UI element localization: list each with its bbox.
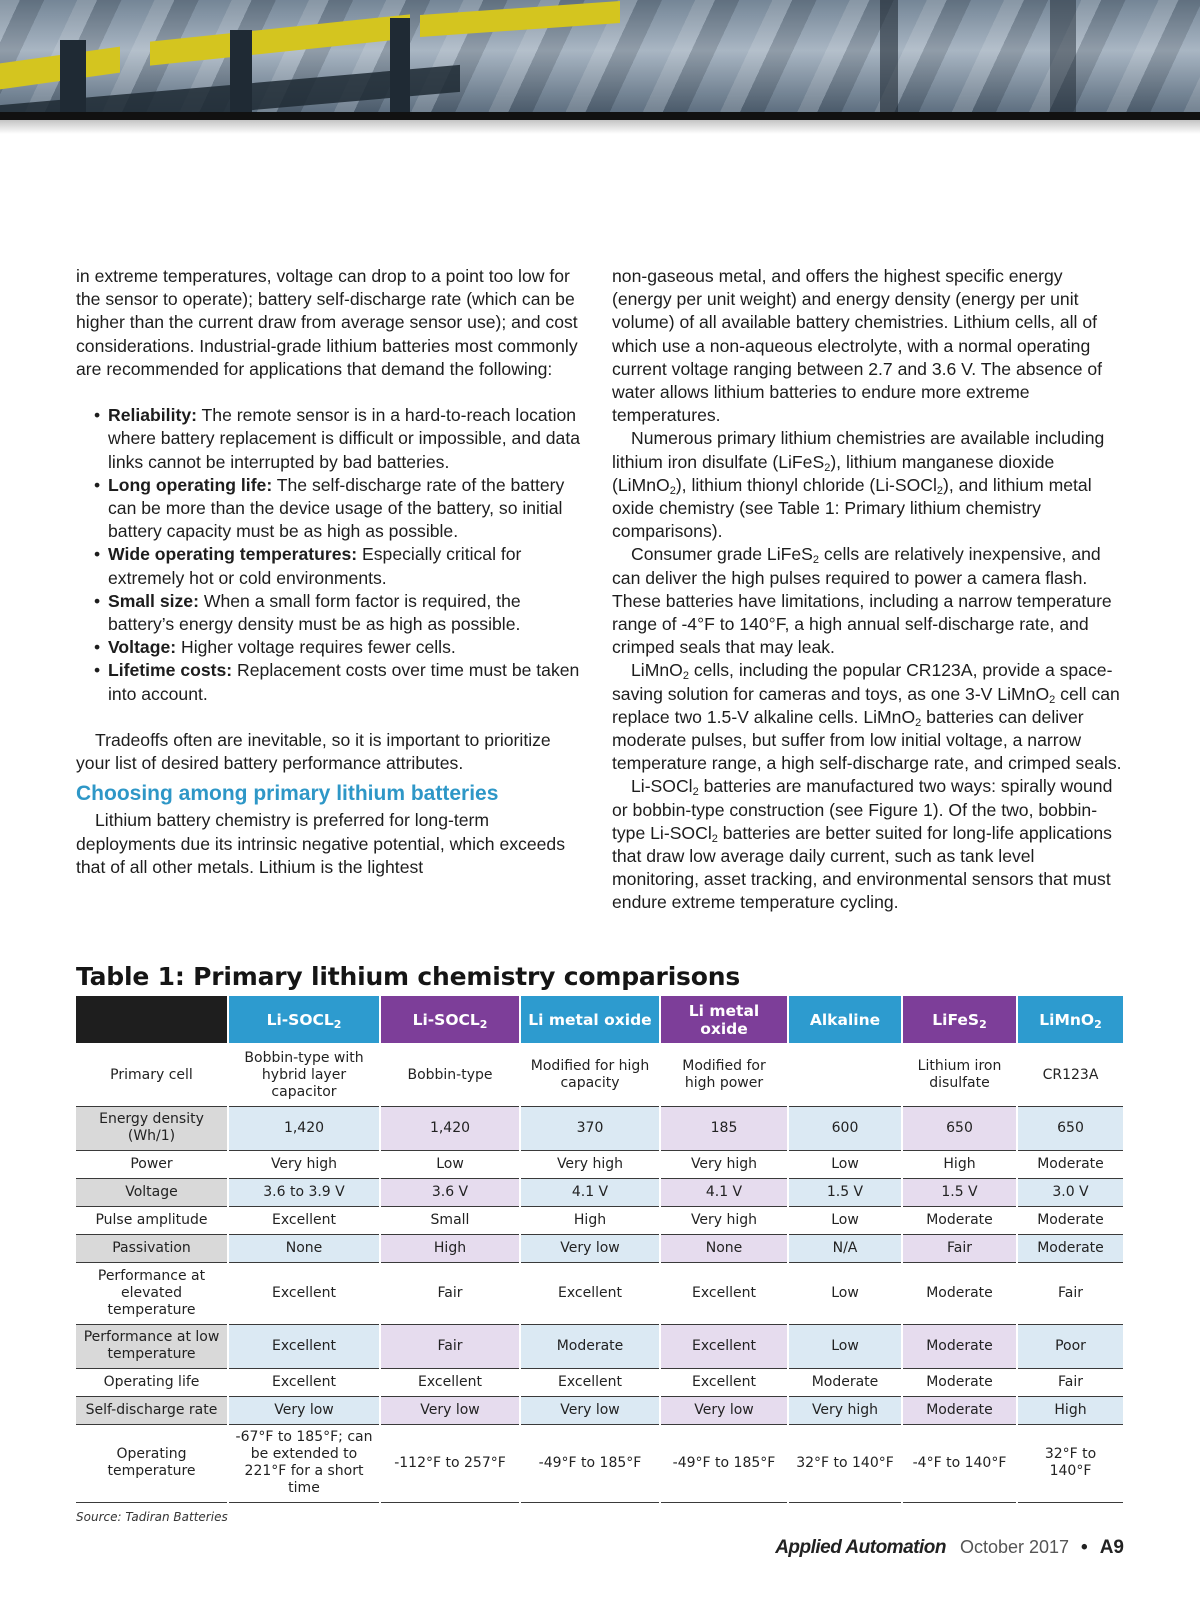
bullet-term: Voltage: xyxy=(108,637,177,658)
table-cell: Very low xyxy=(660,1396,788,1424)
table-row xyxy=(76,1234,1124,1262)
column-header xyxy=(520,996,660,1044)
table-cell: Moderate xyxy=(902,1368,1017,1396)
bullet-text: When a small form factor is required, the battery’s energy density must be as high as possible. xyxy=(108,590,521,635)
banner-rule xyxy=(0,112,1200,120)
header-photo-banner xyxy=(0,0,1200,112)
header-text: Alkaline xyxy=(809,1010,881,1029)
column-header xyxy=(228,996,380,1044)
table-cell: 1.5 V xyxy=(902,1178,1017,1206)
paragraph-gap xyxy=(76,706,588,729)
table-cell: Excellent xyxy=(660,1368,788,1396)
table-cell: Poor xyxy=(1017,1324,1124,1368)
text-run: batteries are better suited for long-life applications that draw low average daily current, such as tank level monitoring, asset tracking, and environmental sensors that must endure extreme temperature cycling. xyxy=(612,822,1112,913)
list-item xyxy=(108,636,588,659)
table-cell: Low xyxy=(788,1262,902,1324)
table-cell: Moderate xyxy=(1017,1234,1124,1262)
header-text: Li metal oxide xyxy=(688,1001,760,1038)
bullet-term: Lifetime costs: xyxy=(108,660,233,681)
subscript: 2 xyxy=(479,1017,488,1031)
subscript: 2 xyxy=(682,670,689,683)
publication-name: Applied Automation xyxy=(775,1537,946,1558)
table-cell: Excellent xyxy=(660,1324,788,1368)
row-label: Passivation xyxy=(76,1234,228,1262)
table-cell: Excellent xyxy=(228,1262,380,1324)
subscript: 2 xyxy=(1049,693,1056,706)
requirements-list xyxy=(76,404,588,706)
section-heading: Choosing among primary lithium batteries xyxy=(76,782,499,806)
table-cell: None xyxy=(660,1234,788,1262)
subscript: 2 xyxy=(692,786,699,799)
table-cell: Bobbin-type with hybrid layer capacitor xyxy=(228,1044,380,1106)
row-label: Power xyxy=(76,1150,228,1178)
row-label: Performance at low temperature xyxy=(76,1324,228,1368)
table-cell: Excellent xyxy=(228,1324,380,1368)
subscript: 2 xyxy=(979,1017,987,1031)
subscript: 2 xyxy=(333,1017,342,1031)
table-cell: 3.6 to 3.9 V xyxy=(228,1178,380,1206)
table-cell: Modified for high capacity xyxy=(520,1044,660,1106)
bullet-text: The remote sensor is in a hard-to-reach location where battery replacement is difficult or impossible, and data links cannot be interrupted by bad batteries. xyxy=(108,405,581,472)
table-cell: Moderate xyxy=(1017,1206,1124,1234)
column-header xyxy=(902,996,1017,1044)
table-cell: 650 xyxy=(902,1106,1017,1150)
table-source: Source: Tadiran Batteries xyxy=(76,1510,228,1524)
table-cell: Excellent xyxy=(228,1206,380,1234)
bullet-text: Especially critical for extremely hot or cold environments. xyxy=(108,544,522,588)
table-header-row xyxy=(76,996,1124,1044)
table-cell: Very low xyxy=(520,1234,660,1262)
table-cell: Fair xyxy=(902,1234,1017,1262)
table-cell xyxy=(788,1044,902,1106)
table-cell: Fair xyxy=(380,1324,520,1368)
header-text: LiFeS xyxy=(932,1010,980,1029)
text-run: Li-SOCl xyxy=(631,776,693,797)
table-body xyxy=(76,1044,1124,1502)
table-row xyxy=(76,1424,1124,1502)
table-cell: 4.1 V xyxy=(520,1178,660,1206)
table-cell: 32°F to 140°F xyxy=(788,1424,902,1502)
table-row xyxy=(76,1178,1124,1206)
table-row xyxy=(76,1324,1124,1368)
subscript: 2 xyxy=(936,484,943,497)
bullet-term: Long operating life: xyxy=(108,474,273,495)
table-cell: 650 xyxy=(1017,1106,1124,1150)
row-label: Operating life xyxy=(76,1368,228,1396)
text-run: cells are relatively inexpensive, and can deliver the high pulses required to power a camera flash. These batteries have limitations, including a narrow temperature range of -4°F to 140°F, a high annual self-discharge rate, and crimped seals that may leak. xyxy=(612,544,1112,658)
table-cell: Excellent xyxy=(660,1262,788,1324)
table-row xyxy=(76,1368,1124,1396)
table-cell: Moderate xyxy=(902,1324,1017,1368)
table-cell: CR123A xyxy=(1017,1044,1124,1106)
table-cell: Very high xyxy=(520,1150,660,1178)
text-run: cells, including the popular CR123A, provide a space-saving solution for cameras and toys, as one 3-V LiMnO xyxy=(612,660,1113,704)
table-cell: Very low xyxy=(520,1396,660,1424)
table-cell: 600 xyxy=(788,1106,902,1150)
right-column xyxy=(612,265,1124,915)
table-cell: Lithium iron disulfate xyxy=(902,1044,1017,1106)
table-cell: Moderate xyxy=(520,1324,660,1368)
bullet-term: Reliability: xyxy=(108,405,197,426)
table-title: Table 1: Primary lithium chemistry comparisons xyxy=(76,962,740,991)
table-row xyxy=(76,1106,1124,1150)
table-cell: -112°F to 257°F xyxy=(380,1424,520,1502)
table-cell: Low xyxy=(380,1150,520,1178)
text-run: batteries can deliver moderate pulses, but suffer from low initial voltage, a narrow temperature range, a high self-discharge rate, and crimped seals. xyxy=(612,706,1122,774)
table-cell: Very low xyxy=(380,1396,520,1424)
row-label: Primary cell xyxy=(76,1044,228,1106)
bullet-term: Small size: xyxy=(108,590,199,611)
list-item xyxy=(108,404,588,474)
row-label: Energy density (Wh/1) xyxy=(76,1106,228,1150)
column-header xyxy=(1017,996,1124,1044)
header-text: LiMnO xyxy=(1039,1010,1095,1029)
list-item xyxy=(108,659,588,705)
table-cell: Excellent xyxy=(380,1368,520,1396)
table-cell: 4.1 V xyxy=(660,1178,788,1206)
table-cell: Very high xyxy=(788,1396,902,1424)
text-run: ), and lithium metal oxide chemistry (see Table 1: Primary lithium chemistry comparisons). xyxy=(612,474,1092,542)
text-run: LiMnO xyxy=(631,660,683,681)
banner-machine-part xyxy=(880,0,898,112)
comparison-table xyxy=(76,996,1125,1503)
table-cell: Very low xyxy=(228,1396,380,1424)
banner-rule-shadow xyxy=(0,120,1200,134)
list-item xyxy=(108,474,588,544)
bullet-text: The self-discharge rate of the battery can be more than the device usage of the battery, so initial battery capacity must be as high as possible. xyxy=(108,474,565,542)
table-cell: Bobbin-type xyxy=(380,1044,520,1106)
table-cell: High xyxy=(1017,1396,1124,1424)
table-row xyxy=(76,1396,1124,1424)
table-cell: -67°F to 185°F; can be extended to 221°F for a short time xyxy=(228,1424,380,1502)
bullet-text: Replacement costs over time must be taken into account. xyxy=(108,660,580,704)
table-corner-cell xyxy=(76,996,228,1044)
table-cell: Very high xyxy=(660,1150,788,1178)
limno2-paragraph xyxy=(612,659,1124,775)
table-cell: Moderate xyxy=(1017,1150,1124,1178)
table-cell: 370 xyxy=(520,1106,660,1150)
table-cell: 3.6 V xyxy=(380,1178,520,1206)
subscript: 2 xyxy=(824,461,831,474)
table-row xyxy=(76,1262,1124,1324)
page-footer xyxy=(775,1537,1124,1559)
text-run: ), lithium manganese dioxide (LiMnO xyxy=(612,451,1055,495)
table-row xyxy=(76,1150,1124,1178)
list-item xyxy=(108,590,588,636)
table-cell: 32°F to 140°F xyxy=(1017,1424,1124,1502)
issue-date: October 2017 xyxy=(959,1537,1070,1557)
column-header xyxy=(788,996,902,1044)
row-label: Pulse amplitude xyxy=(76,1206,228,1234)
table-cell: Moderate xyxy=(902,1206,1017,1234)
table-cell: 185 xyxy=(660,1106,788,1150)
table-cell: Very high xyxy=(660,1206,788,1234)
table-cell: Low xyxy=(788,1150,902,1178)
table-cell: High xyxy=(380,1234,520,1262)
table-cell: High xyxy=(902,1150,1017,1178)
table-row xyxy=(76,1044,1124,1106)
subscript: 2 xyxy=(812,554,820,567)
text-run: batteries are manufactured two ways: spirally wound or bobbin-type construction (see Figure 1). Of the two, bobbin-type Li-SOCl xyxy=(612,776,1113,843)
lifes2-paragraph xyxy=(612,543,1124,659)
table-cell: None xyxy=(228,1234,380,1262)
table-cell: Modified for high power xyxy=(660,1044,788,1106)
table-cell: Moderate xyxy=(902,1396,1017,1424)
page-number: A9 xyxy=(1099,1537,1124,1558)
continued-paragraph: non-gaseous metal, and offers the highest specific energy (energy per unit weight) and energy density (energy per unit volume) of all available battery chemistries. Lithium cells, all of which use a non-aqueous electrolyte, with a normal operating current voltage ranging between 2.7 and 3.6 V. The absence of water allows lithium batteries to endure more extreme temperatures. xyxy=(612,266,1103,426)
text-run: Consumer grade LiFeS xyxy=(631,544,813,565)
table-cell: 3.0 V xyxy=(1017,1178,1124,1206)
table-row xyxy=(76,1206,1124,1234)
text-run: cell can replace two 1.5-V alkaline cells. LiMnO xyxy=(612,683,1120,727)
table-cell: -4°F to 140°F xyxy=(902,1424,1017,1502)
table-cell: Small xyxy=(380,1206,520,1234)
table-cell: High xyxy=(520,1206,660,1234)
header-text: Li-SOCL xyxy=(412,1010,480,1029)
row-label: Voltage xyxy=(76,1178,228,1206)
table-cell: Excellent xyxy=(520,1368,660,1396)
table-cell: Excellent xyxy=(228,1368,380,1396)
banner-machine-part xyxy=(230,30,252,112)
lisocl2-paragraph xyxy=(612,775,1124,914)
table-cell: Fair xyxy=(1017,1368,1124,1396)
chemistries-paragraph xyxy=(612,427,1124,543)
list-item xyxy=(108,543,588,589)
bullet-text: Higher voltage requires fewer cells. xyxy=(176,637,456,658)
subscript: 2 xyxy=(711,832,718,845)
subscript: 2 xyxy=(669,484,676,497)
table-cell: 1,420 xyxy=(228,1106,380,1150)
table-cell: Fair xyxy=(1017,1262,1124,1324)
banner-machine-part xyxy=(60,40,86,112)
table-cell: 1.5 V xyxy=(788,1178,902,1206)
table-cell: -49°F to 185°F xyxy=(660,1424,788,1502)
column-header xyxy=(660,996,788,1044)
column-header xyxy=(380,996,520,1044)
subscript: 2 xyxy=(1094,1017,1102,1031)
intro-paragraph: in extreme temperatures, voltage can drop to a point too low for the sensor to operate); battery self-discharge rate (which can be higher than the current draw from average sensor use); and cost considerations. Industrial-grade lithium batteries most commonly are recommended for applications that demand the following: xyxy=(76,266,578,379)
table-cell: Fair xyxy=(380,1262,520,1324)
subscript: 2 xyxy=(915,716,922,729)
paragraph-gap xyxy=(76,381,588,404)
text-run: ), lithium thionyl chloride (Li-SOCl xyxy=(675,474,937,495)
table-cell: Moderate xyxy=(788,1368,902,1396)
row-label: Operating temperature xyxy=(76,1424,228,1502)
text-run: Numerous primary lithium chemistries are available including lithium iron disulfate (LiFeS xyxy=(612,428,1105,472)
table-cell: Low xyxy=(788,1324,902,1368)
bullet-term: Wide operating temperatures: xyxy=(108,544,358,565)
table-cell: Very high xyxy=(228,1150,380,1178)
table-cell: 1,420 xyxy=(380,1106,520,1150)
table-cell: Moderate xyxy=(902,1262,1017,1324)
tradeoffs-paragraph: Tradeoffs often are inevitable, so it is important to prioritize your list of desired battery performance attributes. xyxy=(76,730,551,774)
banner-machine-part xyxy=(390,18,410,112)
table-cell: Low xyxy=(788,1206,902,1234)
header-text: Li metal oxide xyxy=(528,1010,652,1029)
row-label: Performance at elevated temperature xyxy=(76,1262,228,1324)
section-paragraph: Lithium battery chemistry is preferred for long-term deployments due its intrinsic negative potential, which exceeds that of all other metals. Lithium is the lightest xyxy=(76,810,565,877)
header-text: Li-SOCL xyxy=(266,1010,334,1029)
banner-machine-part xyxy=(1050,0,1076,112)
left-column xyxy=(76,265,588,879)
table-cell: Excellent xyxy=(520,1262,660,1324)
footer-separator: • xyxy=(1081,1537,1088,1558)
table-cell: -49°F to 185°F xyxy=(520,1424,660,1502)
table-cell: N/A xyxy=(788,1234,902,1262)
row-label: Self-discharge rate xyxy=(76,1396,228,1424)
